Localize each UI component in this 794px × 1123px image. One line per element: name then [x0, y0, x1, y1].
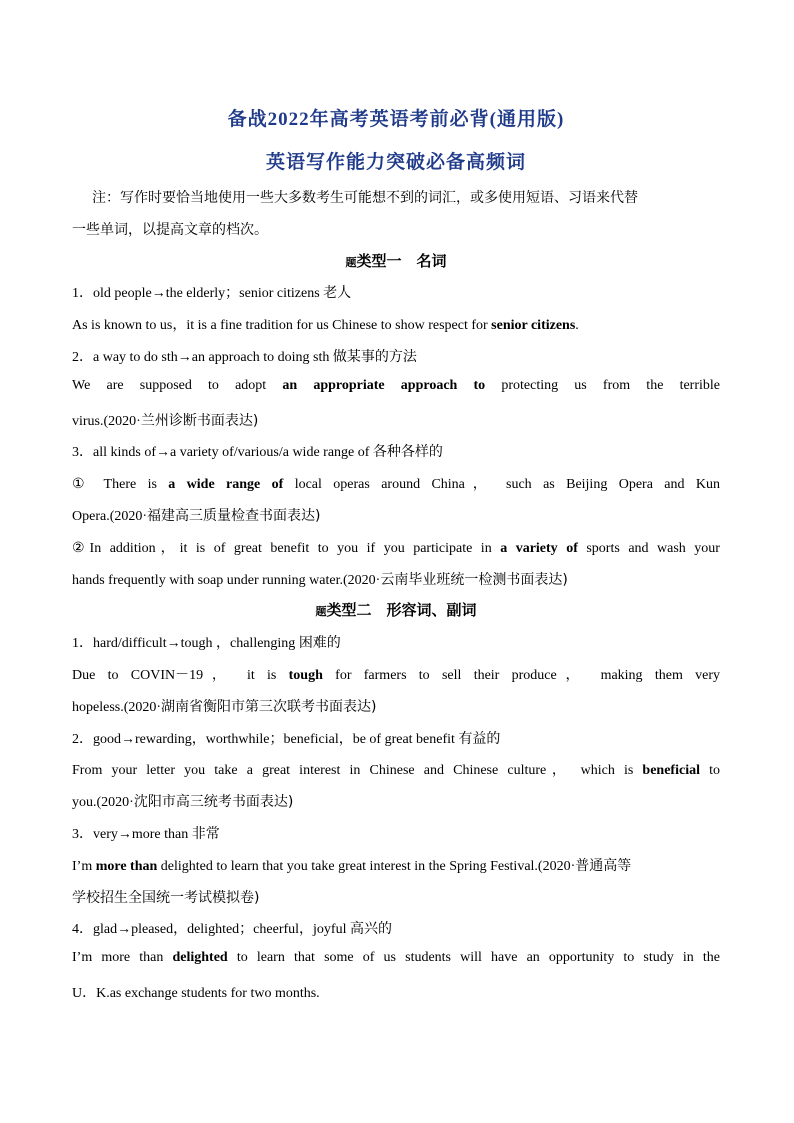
section-marker: 题 [345, 257, 357, 269]
example-sentence: We are supposed to adopt an appropriate approach to protecting us from the terrible [72, 378, 721, 393]
page-title: 备战2022年高考英语考前必背(通用版) [227, 109, 565, 130]
entry-heading: 1．old people→the elderly；senior citizens 老人 [72, 285, 352, 301]
example-sentence: As is known to us，it is a fine tradition for us Chinese to show respect for senior citizens. [72, 318, 579, 333]
example-sentence: Due to COVIN－19， it is tough for farmers to sell their produce， making them very [72, 668, 720, 683]
example-source: 学校招生全国统一考试模拟卷) [72, 890, 260, 906]
section-heading-nouns [72, 250, 720, 271]
section-heading-adjectives [72, 599, 720, 620]
example-sentence: I’m more than delighted to learn that some of us students will have an opportunity to study in the [72, 950, 720, 965]
example-sentence: ① There is a wide range of local operas around China， such as Beijing Opera and Kun [72, 477, 720, 492]
section-title: 类型二 形容词、副词 [326, 603, 477, 619]
example-source: you.(2020·沈阳市高三统考书面表达) [72, 794, 294, 810]
section-title: 类型一 名词 [356, 254, 447, 270]
example-sentence: ②In addition，it is of great benefit to you if you participate in a variety of sports and wash your [72, 541, 720, 556]
page-subtitle: 英语写作能力突破必备高频词 [265, 152, 526, 173]
section-marker: 题 [315, 606, 327, 618]
entry-heading: 2．a way to do sth→an approach to doing sth 做某事的方法 [72, 349, 417, 365]
example-source: Opera.(2020·福建高三质量检查书面表达) [72, 508, 321, 524]
writing-note [72, 182, 720, 246]
entry-heading: 3．very→more than 非常 [72, 826, 220, 842]
example-source: virus.(2020·兰州诊断书面表达) [72, 413, 259, 429]
entry-heading: 2．good→rewarding，worthwhile；beneficial，be of great benefit 有益的 [72, 731, 501, 747]
example-sentence-end: U．K.as exchange students for two months. [72, 986, 320, 1001]
entry-heading: 4．glad→pleased，delighted；cheerful，joyful 高兴的 [72, 921, 392, 937]
example-sentence: From your letter you take a great interest in Chinese and Chinese culture， which is beneficial to [72, 763, 720, 778]
example-source: hands frequently with soap under running water.(2020·云南毕业班统一检测书面表达) [72, 572, 568, 588]
entry-heading: 1．hard/difficult→tough ，challenging 困难的 [72, 635, 341, 651]
entry-heading: 3．all kinds of→a variety of/various/a wide range of 各种各样的 [72, 444, 443, 460]
example-sentence: I’m more than delighted to learn that you take great interest in the Spring Festival.(2020·普通高等 [72, 858, 632, 874]
note-line-1: 注：写作时要恰当地使用一些大多数考生可能想不到的词汇，或多使用短语、习语来代替 [92, 190, 638, 206]
note-line-2: 一些单词，以提高文章的档次。 [72, 222, 268, 238]
example-source: hopeless.(2020·湖南省衡阳市第三次联考书面表达) [72, 699, 377, 715]
